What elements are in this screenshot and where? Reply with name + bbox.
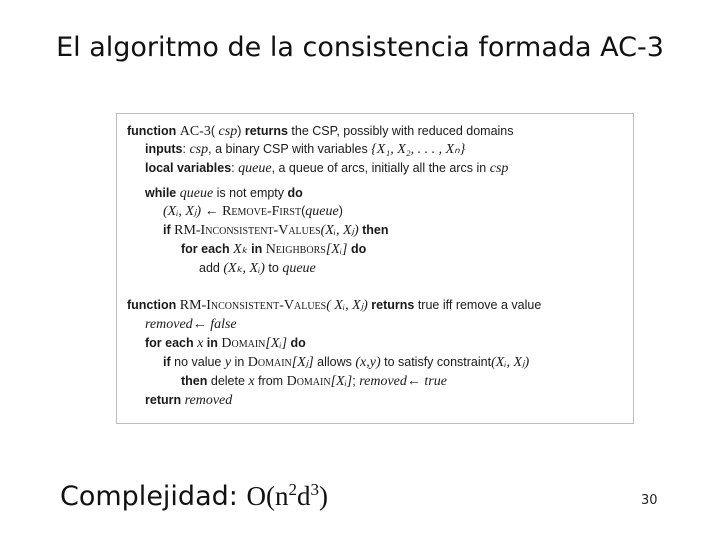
pseudocode-token: then bbox=[181, 374, 208, 388]
pseudocode-token: function bbox=[127, 298, 180, 312]
pseudocode-token: inputs bbox=[145, 142, 183, 156]
pseudocode-token: true bbox=[424, 374, 447, 389]
pseudocode-token: do bbox=[287, 336, 306, 350]
complexity-line bbox=[60, 480, 328, 512]
pseudocode-token: Domain bbox=[221, 336, 266, 351]
pseudocode-token: csp bbox=[489, 161, 509, 176]
pseudocode-line bbox=[199, 260, 316, 277]
pseudocode-line bbox=[145, 316, 237, 333]
pseudocode-token: ← bbox=[406, 374, 425, 389]
pseudocode-token: to satisfy constraint bbox=[380, 355, 492, 369]
pseudocode-token: queue bbox=[282, 261, 316, 276]
pseudocode-line bbox=[145, 160, 508, 177]
pseudocode-token: returns bbox=[244, 124, 288, 138]
pseudocode-token: removed bbox=[145, 317, 193, 332]
pseudocode-token: ; bbox=[352, 374, 360, 388]
slide-title: El algoritmo de la consistencia formada AC-3 bbox=[56, 32, 664, 63]
page-number: 30 bbox=[641, 493, 658, 508]
pseudocode-token: : bbox=[182, 142, 190, 156]
pseudocode-token: csp bbox=[189, 142, 209, 157]
pseudocode-token: [Xᵢ] bbox=[330, 374, 353, 389]
pseudocode-token: AC-3 bbox=[179, 124, 211, 139]
pseudocode-token: return bbox=[145, 393, 185, 407]
pseudocode-token: : bbox=[231, 161, 239, 175]
pseudocode-token: Remove-First bbox=[222, 204, 302, 219]
pseudocode-token: false bbox=[210, 317, 237, 332]
pseudocode-token: for each bbox=[181, 242, 234, 256]
pseudocode-token: , a binary CSP with variables bbox=[208, 142, 372, 156]
pseudocode-token: Xₖ bbox=[233, 242, 248, 257]
pseudocode-token: delete bbox=[207, 374, 249, 388]
pseudocode-token: do bbox=[287, 186, 303, 200]
pseudocode-line bbox=[163, 354, 529, 371]
pseudocode-token: queue bbox=[305, 204, 339, 219]
pseudocode-token: RM-Inconsistent-Values bbox=[174, 223, 321, 238]
pseudocode-token: while bbox=[145, 186, 180, 200]
pseudocode-token: removed bbox=[184, 393, 233, 408]
pseudocode-token: , a queue of arcs, initially all the arcs in bbox=[271, 161, 490, 175]
pseudocode-token: {X₁, X₂, . . . , Xₙ} bbox=[371, 142, 466, 157]
pseudocode-line bbox=[145, 392, 232, 409]
pseudocode-token: from bbox=[254, 374, 287, 388]
algorithm-pseudocode-box bbox=[116, 113, 634, 424]
pseudocode-token: queue bbox=[238, 161, 272, 176]
pseudocode-token: is not empty bbox=[213, 186, 288, 200]
pseudocode-token: x bbox=[248, 374, 255, 389]
pseudocode-token: no value bbox=[170, 355, 225, 369]
pseudocode-token: in bbox=[231, 355, 248, 369]
complexity-label: Complejidad: bbox=[60, 481, 238, 512]
pseudocode-token: x bbox=[197, 336, 204, 351]
pseudocode-token: (x,y) bbox=[355, 355, 381, 370]
complexity-formula: $O(n^2d^3)$ bbox=[246, 480, 328, 511]
pseudocode-token: [Xⱼ] bbox=[291, 355, 314, 370]
pseudocode-token: (Xᵢ, Xⱼ) bbox=[491, 355, 530, 370]
pseudocode-token: ← bbox=[192, 317, 211, 332]
pseudocode-line bbox=[163, 203, 343, 220]
pseudocode-token: local variables bbox=[145, 161, 232, 175]
pseudocode-token: (Xᵢ, Xⱼ) bbox=[320, 223, 359, 238]
pseudocode-token: csp bbox=[218, 124, 238, 139]
pseudocode-line bbox=[163, 222, 389, 239]
pseudocode-line bbox=[145, 141, 465, 158]
pseudocode-token: Neighbors bbox=[265, 242, 326, 257]
pseudocode-token: Domain bbox=[247, 355, 292, 370]
pseudocode-token: returns bbox=[367, 298, 415, 312]
pseudocode-token: for each bbox=[145, 336, 198, 350]
pseudocode-token: the CSP, possibly with reduced domains bbox=[287, 124, 514, 138]
pseudocode-token: RM-Inconsistent-Values bbox=[179, 298, 327, 313]
pseudocode-line bbox=[181, 241, 366, 258]
pseudocode-token: queue bbox=[179, 186, 214, 201]
pseudocode-token: ( bbox=[210, 124, 219, 138]
pseudocode-token: function bbox=[127, 124, 180, 138]
pseudocode-token: Domain bbox=[286, 374, 331, 389]
pseudocode-token: [Xᵢ] bbox=[265, 336, 288, 351]
pseudocode-token: (Xₖ, Xᵢ) bbox=[223, 261, 265, 276]
pseudocode-token: then bbox=[358, 223, 389, 237]
pseudocode-token: true iff remove a value bbox=[414, 298, 542, 312]
pseudocode-token: [Xᵢ] bbox=[325, 242, 348, 257]
pseudocode-token: ← bbox=[201, 204, 223, 219]
pseudocode-token: to bbox=[264, 261, 283, 275]
pseudocode-line bbox=[127, 123, 514, 140]
pseudocode-token: in bbox=[203, 336, 222, 350]
pseudocode-token: allows bbox=[313, 355, 356, 369]
pseudocode-token: ) bbox=[237, 124, 245, 138]
pseudocode-token: add bbox=[199, 261, 224, 275]
pseudocode-line bbox=[145, 335, 306, 352]
pseudocode-line bbox=[145, 185, 303, 202]
pseudocode-token: if bbox=[163, 355, 171, 369]
pseudocode-token: in bbox=[247, 242, 266, 256]
pseudocode-line bbox=[181, 373, 447, 390]
pseudocode-token: do bbox=[347, 242, 367, 256]
pseudocode-token: removed bbox=[359, 374, 407, 389]
pseudocode-token: ( Xᵢ, Xⱼ) bbox=[326, 298, 368, 313]
pseudocode-token: ) bbox=[338, 204, 343, 218]
pseudocode-token: (Xᵢ, Xⱼ) bbox=[163, 204, 202, 219]
pseudocode-token: ( bbox=[301, 204, 306, 218]
pseudocode-line bbox=[127, 297, 541, 314]
pseudocode-token: y bbox=[224, 355, 232, 370]
pseudocode-token: if bbox=[163, 223, 175, 237]
